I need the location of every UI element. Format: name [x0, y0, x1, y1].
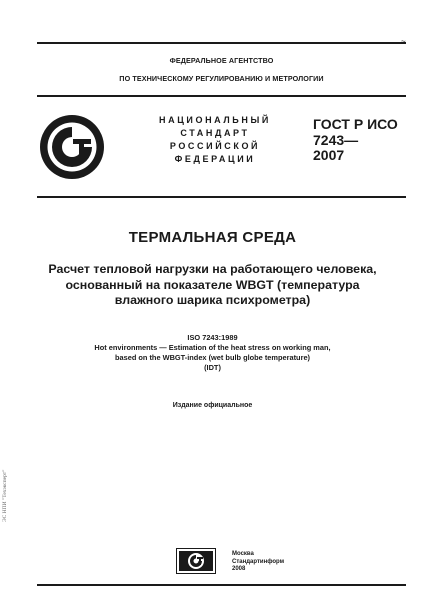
agency-line-2: ПО ТЕХНИЧЕСКОМУ РЕГУЛИРОВАНИЮ И МЕТРОЛОГИИ	[119, 74, 324, 83]
national-line-1: НАЦИОНАЛЬНЫЙ	[159, 115, 271, 125]
national-standard-block	[150, 114, 280, 166]
national-line-2: СТАНДАРТ	[180, 128, 250, 138]
publisher-name: Стандартинформ	[232, 558, 285, 565]
title-rule	[37, 196, 406, 198]
english-line-3: (IDT)	[204, 363, 221, 373]
gost-designation	[313, 117, 398, 164]
publisher-city: Москва	[232, 551, 254, 557]
iso-code: ISO 7243:1989	[187, 333, 238, 342]
subtitle-line-2: основанный на показателе WBGT (температура	[65, 277, 360, 292]
gost-line-2: 7243—	[313, 131, 359, 148]
subtitle-line-1: Расчет тепловой нагрузки на работающего человека,	[48, 262, 377, 276]
gost-line-1: ГОСТ Р ИСО	[313, 116, 398, 132]
agency-line-1: ФЕДЕРАЛЬНОЕ АГЕНТСТВО	[169, 56, 274, 65]
header-rule	[37, 95, 406, 97]
document-title: ТЕРМАЛЬНАЯ СРЕДА	[128, 229, 297, 246]
bottom-rule	[37, 584, 406, 586]
english-line-1: Hot environments — Estimation of the heat stress on working man,	[94, 343, 331, 352]
publisher-block	[232, 551, 312, 574]
standartinform-logo-icon	[176, 548, 216, 574]
document-subtitle	[20, 262, 405, 309]
edition-label: Издание официальное	[172, 402, 253, 409]
gost-line-3: 2007	[313, 147, 345, 163]
national-line-3: РОССИЙСКОЙ	[169, 141, 261, 151]
corner-mark: ~	[401, 37, 406, 46]
gost-emblem-icon	[38, 113, 106, 181]
subtitle-line-3: влажного шарика психрометра)	[114, 293, 311, 307]
top-thick-rule	[37, 42, 406, 44]
english-line-2: based on the WBGT-index (wet bulb globe temperature)	[114, 353, 311, 363]
side-note: ЭС НПИ "Техэксперт"	[2, 469, 8, 522]
english-title	[20, 343, 405, 374]
national-line-4: ФЕДЕРАЦИИ	[174, 154, 256, 164]
publisher-year: 2008	[232, 566, 246, 572]
